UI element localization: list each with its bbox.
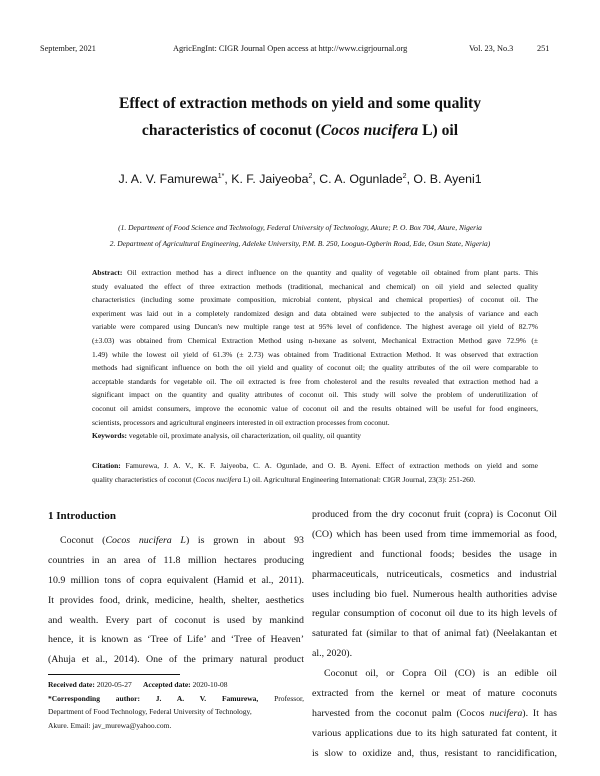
body-line: uses including bio fuel. Numerous health authorities advise	[312, 588, 557, 600]
body-line: hence, it is known as ‘Tree of Life’ and ‘Tree of Heaven’	[48, 634, 304, 646]
body-line: harvested from the coconut palm (Cocos nucifera). It has	[312, 707, 558, 719]
footnote-email: Akure. Email: jav_murewa@yahoo.com.	[48, 720, 172, 730]
abstract-line: methods had significant influence on both the oil yield and quality of coconut oil; the quality attributes of the oil were comparable to	[92, 363, 538, 373]
body-line: It provides food, drink, medicine, health, shelter, aesthetics	[48, 594, 304, 606]
header-volume: Vol. 23, No.3	[469, 44, 514, 53]
citation-species: Cocos nucifera	[195, 474, 242, 484]
title-text-pre: characteristics of coconut (	[141, 122, 321, 139]
abstract-label: Abstract:	[92, 268, 123, 277]
footnote	[48, 678, 304, 732]
body-line: is slow to oxidize and, thus, resistant to rancidification,	[312, 747, 557, 759]
abstract-line: experiment was laid out in a completely randomized design and data obtained were subjected to the analysis of variance and each	[92, 308, 538, 318]
body-line: pharmaceuticals, nutriceuticals, cosmetics and industrial	[312, 568, 557, 580]
citation-line	[92, 459, 538, 473]
author-affiliation-mark: 2	[308, 172, 313, 180]
abstract-line: (±3.03) was obtained from Chemical Extraction Method using n-hexane as solvent, Mechanical Extraction Method gave 72.9% (±	[92, 335, 538, 345]
title-text-post: L) oil	[418, 122, 459, 139]
header-journal: AgricEngInt: CIGR Journal Open access at http://www.cigrjournal.org	[173, 44, 408, 53]
keywords-label: Keywords:	[92, 431, 127, 441]
author-name: C. A. Ogunlade	[319, 172, 403, 186]
author-name: O. B. Ayeni1	[413, 172, 482, 186]
right-column-text	[312, 505, 557, 764]
abstract	[92, 266, 538, 443]
header-date: September, 2021	[40, 44, 96, 53]
header-page-number: 251	[537, 44, 550, 53]
citation-text: L) oil. Agricultural Engineering International: CIGR Journal, 23(3): 251-260.	[241, 474, 476, 484]
body-line: countries in an area of 11.8 million hectares producing	[48, 554, 304, 566]
section-heading-introduction: 1 Introduction	[48, 510, 116, 522]
abstract-line	[92, 266, 538, 280]
author-name: J. A. V. Famurewa	[118, 172, 218, 186]
abstract-line: scientists, processors and agricultural engineers interested in oil extraction processes from coconut.	[92, 417, 390, 427]
citation-line	[92, 473, 538, 487]
body-line: al., 2020).	[312, 648, 353, 660]
abstract-line: variable were compared using Duncan's new multiple range test at 95% level of confidence. The highest average oil yield of 82.7%	[92, 322, 538, 332]
abstract-line: 1.49) while the lowest oil yield of 61.3% (± 2.73) was obtained from Traditional Extraction Method. It was observed that extraction	[92, 349, 538, 359]
citation-text: Famurewa, J. A. V., K. F. Jaiyeoba, C. A. Ogunlade, and O. B. Ayeni. Effect of extraction methods on yield and some	[125, 461, 539, 470]
footnote-corresponding: *Corresponding author: J. A. V. Famurewa, Professor,	[48, 693, 305, 703]
citation-label: Citation:	[92, 461, 121, 470]
body-line: regular consumption of coconut oil due to its high levels of	[312, 608, 557, 620]
citation	[92, 459, 538, 486]
body-line: Coconut oil, or Copra Oil (CO) is an edible oil	[324, 668, 557, 680]
abstract-line: coconut oil amidst consumers, improve the economic value of coconut oil and the results obtained will be useful for food engineers,	[92, 403, 538, 413]
author-list: J. A. V. Famurewa$^{1*}$, K. F. Jaiyeoba$^2$, C. A. Ogunlade$^2$, O. B. Ayeni1	[118, 172, 482, 186]
author-affiliation-mark: 2	[402, 172, 407, 180]
body-line: (Ahuja et al., 2014). One of the primary natural product	[48, 654, 304, 666]
paper-title-line1: Effect of extraction methods on yield and some quality	[118, 95, 482, 112]
footnote-divider	[48, 674, 180, 675]
body-line: ingredient and functional foods; besides the usage in	[312, 548, 557, 560]
abstract-text: Oil extraction method has a direct influence on the quantity and quality of vegetable oil obtained from plant parts. This	[127, 268, 539, 277]
keywords	[92, 429, 538, 443]
body-line: extracted from the kernel or meat of mature coconuts	[312, 688, 557, 700]
body-line: various applications due to its high saturated fat content, it	[312, 727, 557, 739]
affiliation-1: (1. Department of Food Science and Technology, Federal University of Technology, Akure; P. O. Box 704, Akure, Nigeria	[118, 223, 482, 232]
title-species: Cocos nucifera	[320, 122, 419, 139]
body-line: produced from the dry coconut fruit (copra) is Coconut Oil	[312, 509, 557, 520]
abstract-line: characteristics (including some proximate composition, microbial content, physical and chemical properties) of coconut oil. The	[92, 295, 538, 305]
body-line: Coconut (Cocos nucifera L) is grown in about 93	[60, 535, 304, 546]
abstract-line: significant impact on the quantity and quality attributes of coconut oil. This study will solve the problem of underutilization of	[92, 390, 538, 400]
abstract-line: acceptable standards for vegetable oil. The oil extracted is free from cholesterol and the results revealed that extraction method had a	[92, 376, 538, 386]
abstract-line: study evaluated the effect of three extraction methods (traditional, mechanical and chemical) on oil yield and selected quality	[92, 281, 538, 291]
paper-title-line2	[40, 118, 560, 144]
author-affiliation-mark: 1*	[217, 172, 225, 180]
body-line: 10.9 million tons of copra equivalent (Hamid et al., 2011).	[48, 574, 304, 586]
footnote-dates: Received date: 2020-05-27 Accepted date: 2020-10-08	[48, 680, 228, 689]
keywords-text: vegetable oil, proximate analysis, oil characterization, oil quality, oil quantity	[128, 431, 362, 441]
citation-text: quality characteristics of coconut (	[92, 474, 196, 484]
left-column-text	[48, 531, 304, 670]
footnote-department: Department of Food Technology, Federal University of Technology,	[48, 707, 252, 716]
affiliation-2: 2. Department of Agricultural Engineering, Adeleke University, P.M. B. 250, Loogun-Ogberin Road, Ede, Osun State, Nigeria)	[109, 239, 491, 248]
body-line: (CO) which has been used from time immemorial as food,	[312, 528, 557, 540]
author-name: K. F. Jaiyeoba	[231, 172, 309, 186]
body-line: and wealth. Every part of coconut is used by mankind	[48, 614, 304, 626]
body-line: saturated fat (similar to that of animal fat) (Neelakantan et	[312, 628, 557, 640]
